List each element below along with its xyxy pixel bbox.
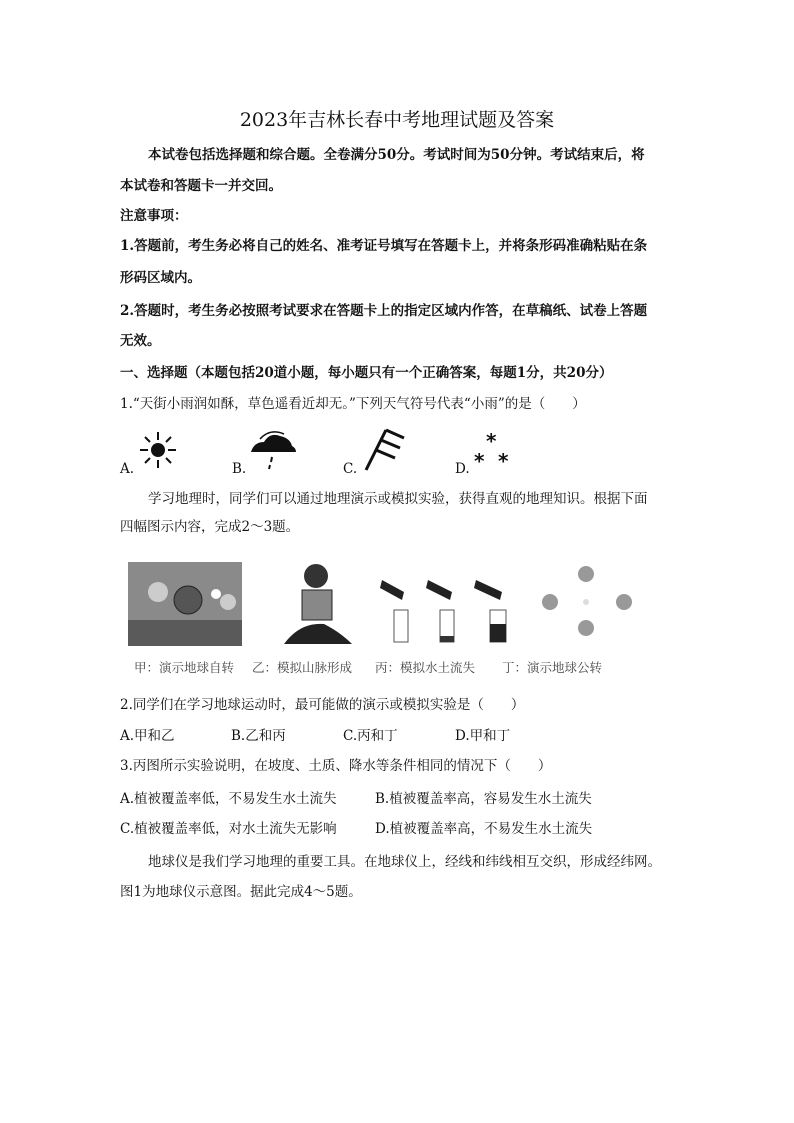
wind-icon xyxy=(362,426,408,472)
paragraph-line: 图1为地球仪示意图。据此完成4～5题。 xyxy=(120,884,362,900)
note-line: 无效。 xyxy=(120,333,161,349)
earth-revolution-demo-image xyxy=(538,562,638,646)
cloud-rain-icon xyxy=(248,428,298,472)
q1-option-b-label: B. xyxy=(232,461,247,477)
figure-caption-ding: 丁：演示地球公转 xyxy=(502,660,603,675)
question-2-stem: 2.同学们在学习地球运动时，最可能做的演示或模拟实验是（ ） xyxy=(120,697,525,713)
svg-text:*: * xyxy=(498,449,509,472)
q2-option-a: A.甲和乙 xyxy=(120,728,175,744)
paragraph-line: 学习地理时，同学们可以通过地理演示或模拟实验，获得直观的地理知识。根据下面 xyxy=(148,491,648,507)
question-3-stem: 3.丙图所示实验说明，在坡度、土质、降水等条件相同的情况下（ ） xyxy=(120,758,552,774)
figure-caption-bing: 丙：模拟水土流失 xyxy=(375,660,476,675)
note-line: 2.答题时，考生务必按照考试要求在答题卡上的指定区域内作答，在草稿纸、试卷上答题 xyxy=(120,303,648,319)
snow-icon xyxy=(472,430,518,472)
question-1-stem: 1.“天街小雨润如酥，草色遥看近却无。”下列天气符号代表“小雨”的是（ ） xyxy=(120,396,586,412)
paragraph-line: 地球仪是我们学习地理的重要工具。在地球仪上，经线和纬线相互交织，形成经纬网。 xyxy=(148,854,661,870)
note-line: 形码区域内。 xyxy=(120,270,201,286)
section-heading: 一、选择题（本题包括20道小题，每小题只有一个正确答案，每题1分，共20分） xyxy=(120,365,613,381)
intro-line: 本试卷包括选择题和综合题。全卷满分50分。考试时间为50分钟。考试结束后，将 xyxy=(148,147,645,163)
q1-option-d-label: D. xyxy=(455,461,470,477)
q2-option-b: B.乙和丙 xyxy=(231,728,286,744)
q3-option-a: A.植被覆盖率低，不易发生水土流失 xyxy=(120,791,337,807)
svg-text:*: * xyxy=(486,430,497,453)
figure-caption-yi: 乙：模拟山脉形成 xyxy=(252,660,353,675)
intro-line: 本试卷和答题卡一并交回。 xyxy=(120,178,282,194)
q2-option-d: D.甲和丁 xyxy=(455,728,511,744)
q2-option-c: C.丙和丁 xyxy=(343,728,398,744)
page-title: 2023年吉林长春中考地理试题及答案 xyxy=(239,109,555,131)
note-line: 1.答题前，考生务必将自己的姓名、准考证号填写在答题卡上，并将条形码准确粘贴在条 xyxy=(120,238,648,254)
mountain-simulation-image xyxy=(280,562,356,646)
soil-erosion-simulation-image xyxy=(380,562,510,646)
q1-option-a-label: A. xyxy=(120,461,135,477)
earth-rotation-demo-image xyxy=(128,562,242,646)
svg-text:*: * xyxy=(474,449,485,472)
q1-option-c-label: C. xyxy=(343,461,358,477)
notes-heading: 注意事项： xyxy=(120,208,188,224)
figure-caption-jia: 甲：演示地球自转 xyxy=(134,660,235,675)
q3-option-b: B.植被覆盖率高，容易发生水土流失 xyxy=(375,791,592,807)
sun-icon xyxy=(138,430,178,470)
q3-option-d: D.植被覆盖率高，不易发生水土流失 xyxy=(375,821,593,837)
paragraph-line: 四幅图示内容，完成2～3题。 xyxy=(120,519,300,535)
q3-option-c: C.植被覆盖率低，对水土流失无影响 xyxy=(120,821,337,837)
